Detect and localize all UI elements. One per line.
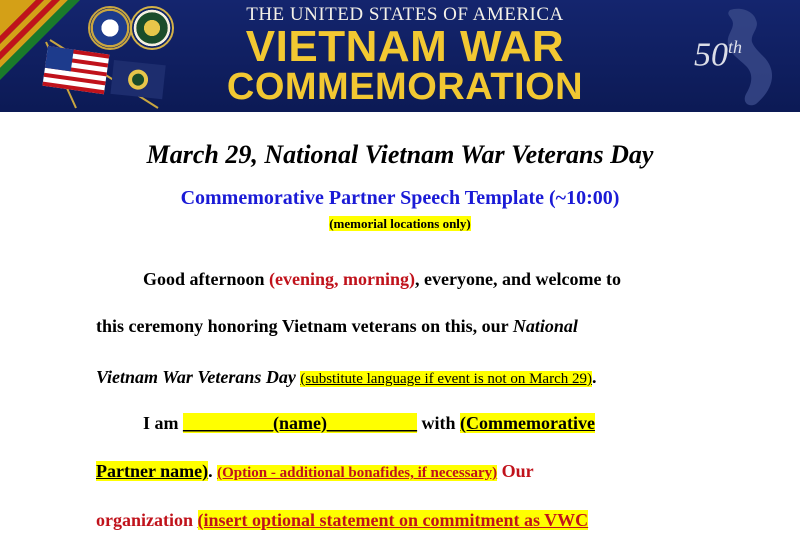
highlight-note: (insert optional statement on commitment as VWC	[197, 510, 589, 530]
banner-title-line-2: COMMEMORATION	[226, 66, 584, 108]
banner-title-block	[215, 4, 595, 106]
header-banner	[0, 0, 800, 112]
partner-name-blank: (Commemorative	[460, 413, 595, 433]
text: this ceremony honoring Vietnam veterans on this, our	[96, 316, 513, 336]
paragraph-2-line-3	[96, 510, 588, 531]
highlight-note: (Option - additional bonafides, if necessary)	[217, 465, 498, 481]
text: .	[591, 367, 597, 387]
text-italic: Vietnam War Veterans Day	[96, 367, 296, 387]
text: , everyone, and welcome to	[415, 269, 621, 289]
document-subtitle: Commemorative Partner Speech Template (~10:00)	[180, 187, 620, 209]
paragraph-1-line-2	[96, 316, 578, 337]
paragraph-2-line-1	[143, 413, 595, 434]
document-note: (memorial locations only)	[329, 216, 471, 231]
banner-title-line-1: VIETNAM WAR	[245, 22, 565, 71]
text: I am	[143, 413, 183, 433]
text-red: Our	[497, 461, 534, 481]
text-red: (evening, morning)	[269, 269, 415, 289]
text: .	[208, 461, 218, 481]
50th-anniversary-mark	[694, 30, 742, 72]
anniversary-number: 50	[694, 36, 728, 74]
name-blank: __________(name)__________	[183, 413, 417, 433]
paragraph-2-line-2	[96, 461, 534, 482]
highlight-note: (substitute language if event is not on March 29)	[300, 371, 592, 387]
banner-subtitle: THE UNITED STATES OF AMERICA	[246, 4, 564, 25]
paragraph-1-line-3	[96, 367, 596, 388]
text: Good afternoon	[143, 269, 269, 289]
text: with	[416, 413, 460, 433]
paragraph-1-line-1	[143, 269, 621, 290]
document-title: March 29, National Vietnam War Veterans Day	[146, 140, 654, 169]
anniversary-suffix: th	[728, 37, 743, 57]
text-italic: National	[512, 316, 578, 336]
flags-icon	[40, 38, 190, 110]
partner-name-blank: Partner name)	[96, 461, 209, 481]
document-note-wrap	[0, 215, 800, 233]
text-red: organization	[96, 510, 198, 530]
